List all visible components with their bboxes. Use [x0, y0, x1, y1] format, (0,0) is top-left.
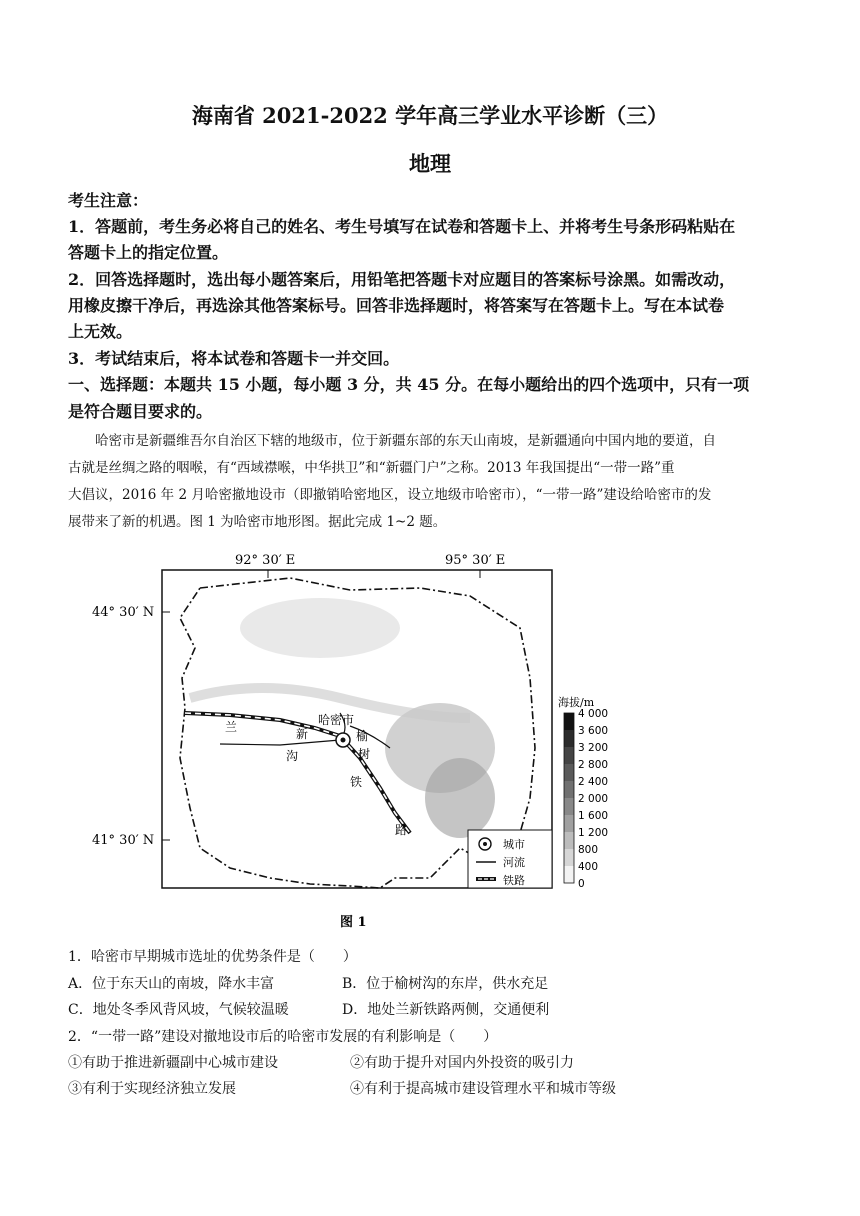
city-label: 哈密市: [318, 713, 355, 727]
legend-river-label: 河流: [503, 856, 525, 869]
section-heading-cont: 是符合题目要求的。: [68, 402, 213, 421]
elevation-tick: 2 800: [578, 759, 609, 771]
mountain-shading: [240, 598, 400, 658]
passage-line: 古就是丝绸之路的咽喉，有“西域襟喉，中华拱卫”和“新疆门户”之称。2013 年我国提出“一带一路”重: [68, 460, 675, 476]
elevation-tick: 800: [578, 844, 599, 856]
railway-label: 铁: [350, 775, 363, 789]
legend-railway-label: 铁路: [503, 874, 525, 887]
subject-title: 地理: [409, 151, 451, 176]
q2-statement-3: ③有利于实现经济独立发展: [68, 1081, 236, 1097]
q2-statement-4: ④有利于提高城市建设管理水平和城市等级: [350, 1081, 616, 1097]
elevation-tick: 400: [578, 861, 599, 873]
elevation-tick: 3 200: [578, 742, 609, 754]
q1-option-d: D．地处兰新铁路两侧，交通便利: [342, 1002, 550, 1018]
q1-stem: 1．哈密市早期城市选址的优势条件是（ ）: [68, 949, 357, 965]
lat-label: 41° 30′ N: [92, 833, 155, 848]
q1-option-c: C．地处冬季风背风坡，气候较温暖: [68, 1002, 289, 1018]
notice-line: 3．考试结束后，将本试卷和答题卡一并交回。: [68, 349, 400, 368]
q1-option-b: B．位于榆树沟的东岸，供水充足: [342, 976, 549, 992]
terrain-map: [92, 548, 610, 938]
section-heading: 一、选择题：本题共 15 小题，每小题 3 分，共 45 分。在每小题给出的四个选项中，只有一项: [68, 375, 750, 394]
passage-line: 展带来了新的机遇。图 1 为哈密市地形图。据此完成 1~2 题。: [68, 514, 447, 530]
notice-line: 答题卡上的指定位置。: [68, 243, 229, 262]
notice-line: 上无效。: [68, 322, 133, 341]
elevation-bar: [564, 713, 574, 883]
q2-statement-1: ①有助于推进新疆副中心城市建设: [68, 1055, 278, 1071]
river-label: 沟: [286, 749, 299, 763]
figure-caption: 图 1: [340, 915, 367, 930]
lon-label: 95° 30′ E: [445, 553, 506, 568]
passage-line: 哈密市是新疆维吾尔自治区下辖的地级市，位于新疆东部的东天山南坡，是新疆通向中国内地的要道，自: [68, 433, 716, 449]
legend-city-label: 城市: [503, 838, 525, 851]
notice-line: 用橡皮擦干净后，再选涂其他答案标号。回答非选择题时，将答案写在答题卡上。写在本试卷: [68, 296, 725, 315]
elevation-title: 海拔/m: [558, 696, 595, 709]
lon-label: 92° 30′ E: [235, 553, 296, 568]
q1-option-a: A．位于东天山的南坡，降水丰富: [68, 976, 275, 992]
elevation-tick: 4 000: [578, 708, 609, 720]
map-svg: [92, 548, 610, 938]
notice-heading: 考生注意：: [68, 191, 149, 210]
railway-label: 兰: [225, 720, 238, 734]
railway-label: 新: [296, 727, 309, 741]
lat-label: 44° 30′ N: [92, 605, 155, 620]
notice-line: 2．回答选择题时，选出每小题答案后，用铅笔把答题卡对应题目的答案标号涂黑。如需改动，: [68, 270, 736, 289]
elevation-tick: 1 600: [578, 810, 609, 822]
elevation-tick: 1 200: [578, 827, 609, 839]
elevation-tick: 0: [578, 878, 585, 890]
exam-title: 海南省 2021-2022 学年高三学业水平诊断（三）: [191, 103, 669, 128]
elevation-tick: 2 400: [578, 776, 609, 788]
q2-statement-2: ②有助于提升对国内外投资的吸引力: [350, 1055, 574, 1071]
q2-stem: 2．“一带一路”建设对撤地设市后的哈密市发展的有利影响是（ ）: [68, 1029, 498, 1045]
passage-line: 大倡议，2016 年 2 月哈密撤地设市（即撤销哈密地区，设立地级市哈密市），“一带一路”建设给哈密市的发: [68, 487, 712, 503]
mountain-shading: [425, 758, 495, 838]
elevation-tick: 3 600: [578, 725, 609, 737]
river-label: 榆: [356, 729, 369, 743]
railway-label: 路: [395, 823, 408, 837]
legend-city-icon-dot: [483, 842, 487, 846]
city-symbol-dot: [341, 738, 346, 743]
notice-line: 1．答题前，考生务必将自己的姓名、考生号填写在试卷和答题卡上、并将考生号条形码粘贴在: [68, 217, 736, 236]
river-label: 树: [358, 747, 371, 761]
elevation-tick: 2 000: [578, 793, 609, 805]
